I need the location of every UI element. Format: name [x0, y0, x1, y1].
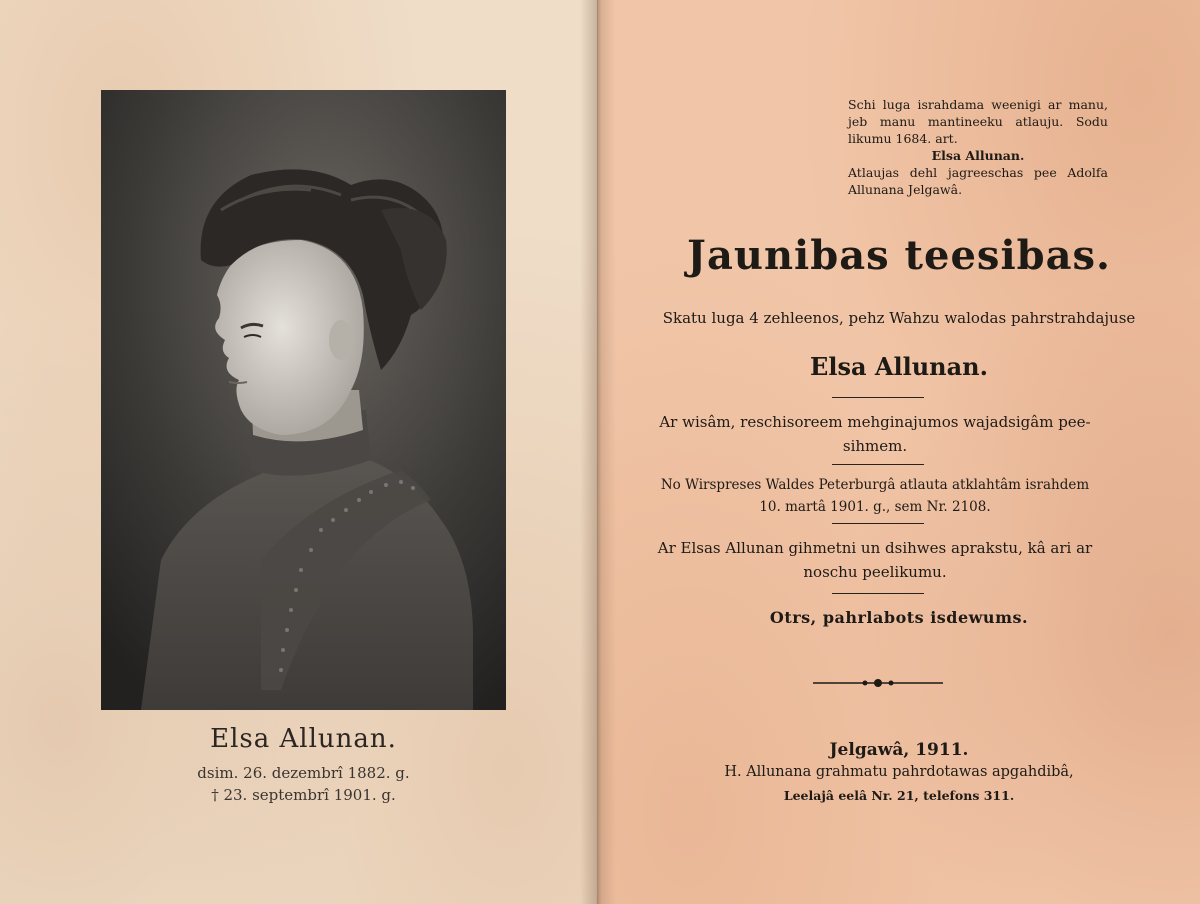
- portrait-photo: [101, 90, 506, 710]
- notice-signature: Elsa Allunan.: [931, 148, 1025, 163]
- divider-rule: [832, 593, 924, 594]
- paragraph-supplements: Ar Elsas Allunan gihmetni un dsihwes aprakstu, kâ ari ar noschu peelikumu.: [657, 539, 1093, 581]
- divider-rule: [832, 523, 924, 524]
- notice-permission: Atlaujas dehl jagreeschas pee Adolfa Allunana Jelgawâ.: [848, 165, 1108, 197]
- portrait-illustration: [101, 90, 506, 710]
- edition-note: Otrs, pahrlabots isdewums.: [769, 608, 1029, 627]
- notice-text: Schi luga israhdama weenigi ar manu, jeb manu mantineeku atlauju. Sodu likumu 1684. art.: [848, 97, 1108, 146]
- caption-death-date: † 23. septembrî 1901. g.: [211, 786, 396, 804]
- book-subtitle: Skatu luga 4 zehleenos, pehz Wahzu walodas pahrstrahdajuse: [662, 309, 1136, 327]
- paragraph-censorship: No Wirspreses Waldes Peterburgâ atlauta atklahtâm israhdem 10. martâ 1901. g., sem Nr. 2108.: [660, 477, 1090, 515]
- publisher-line: H. Allunana grahmatu pahrdotawas apgahdibâ,: [724, 764, 1074, 780]
- paragraph-directions: Ar wisâm, reschisoreem mehginajumos wajadsigâm pee-sihmem.: [659, 413, 1091, 455]
- ornament-divider: [813, 676, 943, 690]
- left-page: [0, 0, 598, 904]
- copyright-notice: [848, 96, 1108, 198]
- divider-rule: [832, 464, 924, 465]
- caption-name: Elsa Allunan.: [210, 724, 397, 754]
- place-year: Jelgawâ, 1911.: [829, 740, 969, 760]
- book-author: Elsa Allunan.: [810, 352, 988, 381]
- caption-birth-date: dsim. 26. dezembrî 1882. g.: [197, 764, 410, 782]
- publisher-address: Leelajâ eelâ Nr. 21, telefons 311.: [783, 788, 1015, 803]
- book-title: Jaunibas teesibas.: [687, 232, 1111, 279]
- divider-rule: [832, 397, 924, 398]
